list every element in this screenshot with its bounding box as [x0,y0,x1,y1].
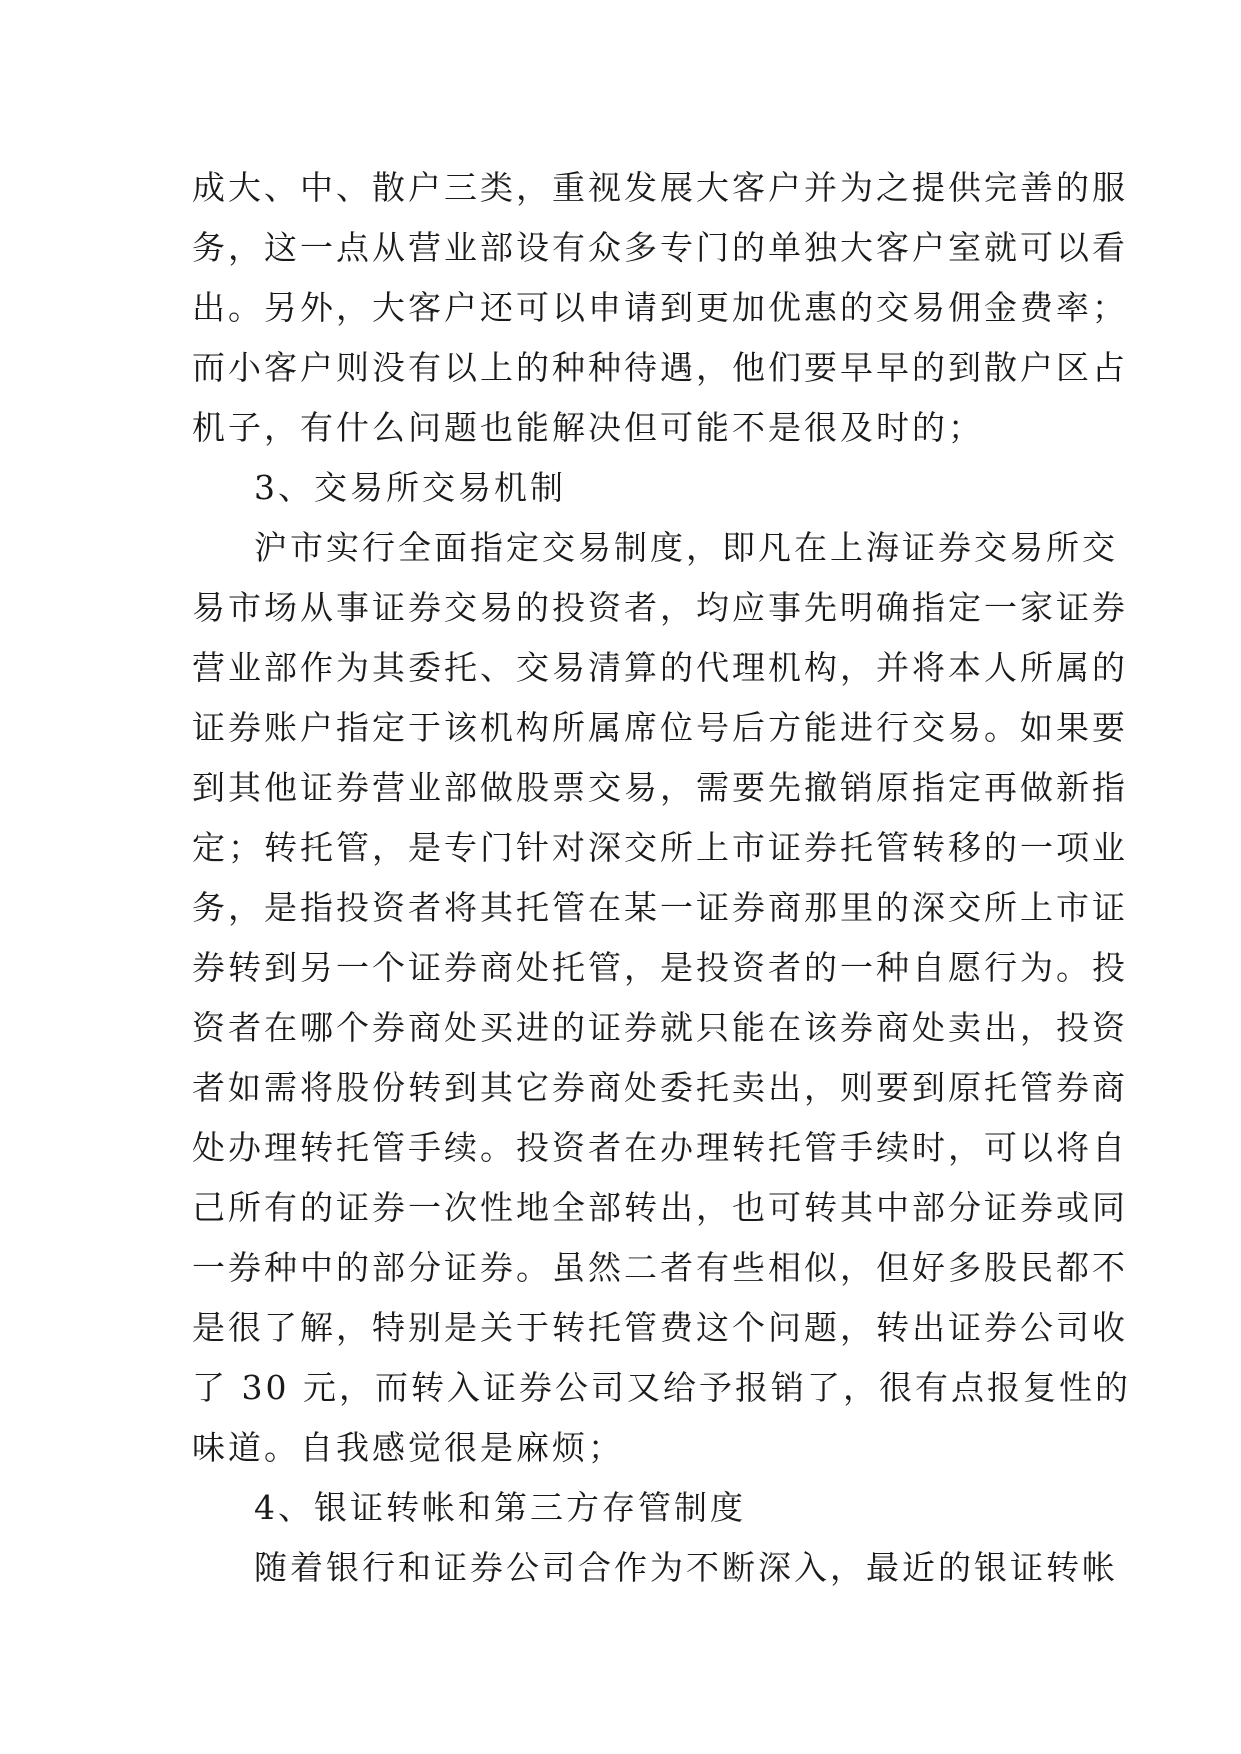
text-line-2: 务，这一点从营业部设有众多专门的单独大客户室就可以看 [192,228,1128,267]
text-line-1: 成大、中、散户三类，重视发展大客户并为之提供完善的服 [192,168,1128,207]
section-heading-3: 3、交易所交易机制 [254,468,566,507]
section-heading-4: 4、银证转帐和第三方存管制度 [254,1488,746,1527]
text-line-10: 证券账户指定于该机构所属席位号后方能进行交易。如果要 [192,708,1128,747]
text-line-11: 到其他证券营业部做股票交易，需要先撤销原指定再做新指 [192,768,1128,807]
text-line-15: 资者在哪个券商处买进的证券就只能在该券商处卖出，投资 [192,1008,1128,1047]
text-line-5: 机子，有什么问题也能解决但可能不是很及时的； [192,408,984,447]
text-line-22: 味道。自我感觉很是麻烦； [192,1428,624,1467]
text-line-12: 定；转托管，是专门针对深交所上市证券托管转移的一项业 [192,828,1128,867]
text-line-18: 己所有的证券一次性地全部转出，也可转其中部分证券或同 [192,1188,1128,1227]
text-line-24: 随着银行和证券公司合作为不断深入，最近的银证转帐 [254,1548,1118,1587]
text-line-17: 处办理转托管手续。投资者在办理转托管手续时，可以将自 [192,1128,1128,1167]
text-line-8: 易市场从事证券交易的投资者，均应事先明确指定一家证券 [192,588,1128,627]
text-line-21: 了 30 元，而转入证券公司又给予报销了，很有点报复性的 [192,1368,1131,1407]
text-line-4: 而小客户则没有以上的种种待遇，他们要早早的到散户区占 [192,348,1128,387]
text-line-16: 者如需将股份转到其它券商处委托卖出，则要到原托管券商 [192,1068,1128,1107]
text-line-20: 是很了解，特别是关于转托管费这个问题，转出证券公司收 [192,1308,1128,1347]
text-line-9: 营业部作为其委托、交易清算的代理机构，并将本人所属的 [192,648,1128,687]
text-line-14: 券转到另一个证券商处托管，是投资者的一种自愿行为。投 [192,948,1128,987]
text-line-19: 一券种中的部分证券。虽然二者有些相似，但好多股民都不 [192,1248,1128,1287]
text-line-7: 沪市实行全面指定交易制度，即凡在上海证券交易所交 [254,528,1118,567]
text-line-13: 务，是指投资者将其托管在某一证券商那里的深交所上市证 [192,888,1128,927]
text-line-3: 出。另外，大客户还可以申请到更加优惠的交易佣金费率； [192,288,1128,327]
